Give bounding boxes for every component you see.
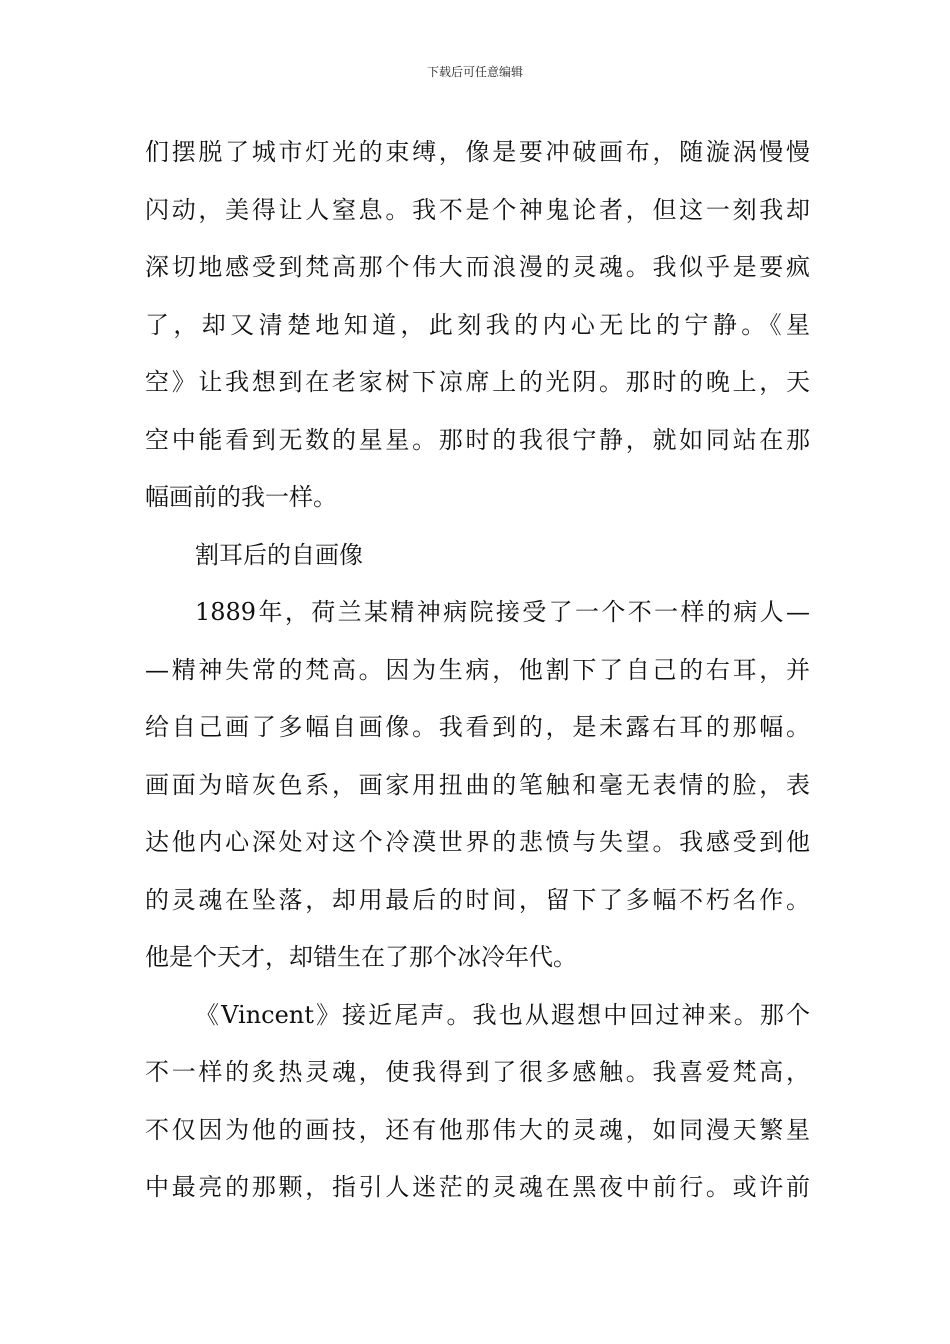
text-line: 幅画前的我一样。 xyxy=(145,483,337,511)
text-line: 达他内心深处对这个冷漠世界的悲愤与失望。我感受到他 xyxy=(145,828,810,856)
text-line: 《Vincent》接近尾声。我也从遐想中回过神来。那个 xyxy=(195,1000,810,1029)
text-line: 中最亮的那颗，指引人迷茫的灵魂在黑夜中前行。或许前 xyxy=(145,1173,810,1201)
document-body xyxy=(145,124,810,1217)
text-line: 们摆脱了城市灯光的束缚，像是要冲破画布，随漩涡慢慢 xyxy=(145,138,810,166)
text-line: 空中能看到无数的星星。那时的我很宁静，就如同站在那 xyxy=(145,425,810,454)
text-line: 闪动，美得让人窒息。我不是个神鬼论者，但这一刻我却 xyxy=(145,195,810,224)
text-line: 不一样的炙热灵魂，使我得到了很多感触。我喜爱梵高， xyxy=(145,1058,810,1086)
text-line: 画面为暗灰色系，画家用扭曲的笔触和毫无表情的脸，表 xyxy=(145,770,810,799)
text-line: 的灵魂在坠落，却用最后的时间，留下了多幅不朽名作。 xyxy=(145,885,810,914)
text-line: 给自己画了多幅自画像。我看到的，是未露右耳的那幅。 xyxy=(145,713,810,741)
text-line: 空》让我想到在老家树下凉席上的光阴。那时的晚上，天 xyxy=(145,368,810,396)
text-line: 他是个天才，却错生在了那个冰冷年代。 xyxy=(145,943,577,971)
text-line: 了，却又清楚地知道，此刻我的内心无比的宁静。《星 xyxy=(145,310,810,339)
page-header: 下载后可任意编辑 xyxy=(426,65,523,79)
text-line: 不仅因为他的画技，还有他那伟大的灵魂，如同漫天繁星 xyxy=(145,1115,810,1144)
text-line: 1889年，荷兰某精神病院接受了一个不一样的病人— xyxy=(195,598,810,626)
text-line: —精神失常的梵高。因为生病，他割下了自己的右耳，并 xyxy=(145,655,810,684)
text-line: 深切地感受到梵高那个伟大而浪漫的灵魂。我似乎是要疯 xyxy=(145,253,810,281)
section-heading: 割耳后的自画像 xyxy=(195,540,363,569)
